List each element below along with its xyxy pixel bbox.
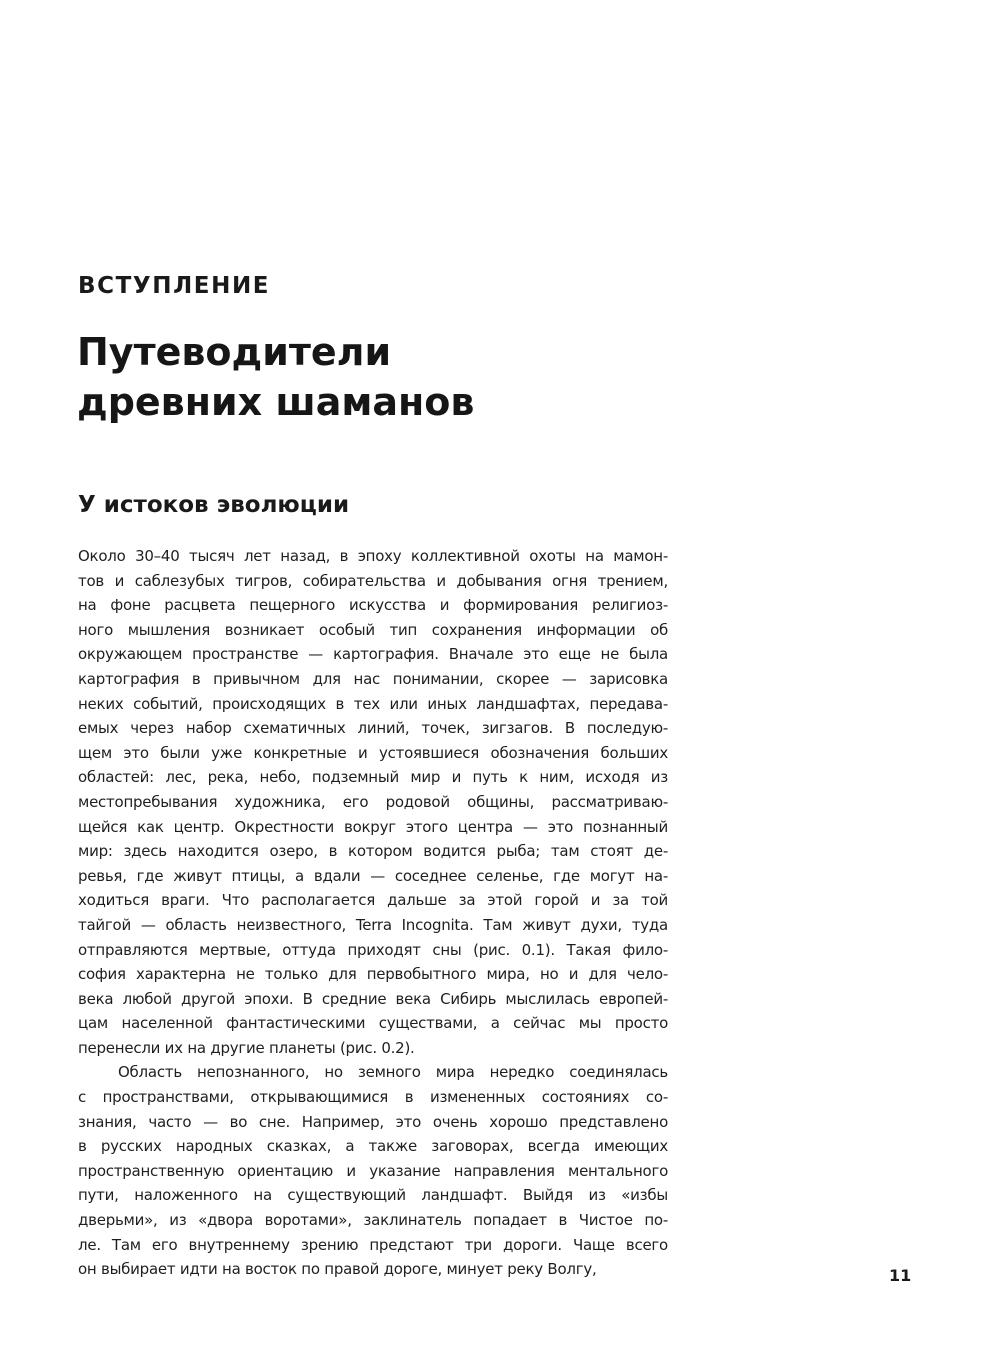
page-number: 11 (889, 1266, 912, 1285)
text-line: отправляются мертвые, оттуда приходят сны (рис. 0.1). Такая фило- (78, 940, 668, 959)
text-line: тов и саблезубых тигров, собирательства и добывания огня трением, (78, 571, 668, 590)
text-line: он выбирает идти на восток по правой дороге, минует реку Волгу, (78, 1260, 597, 1279)
text-line: пути, наложенного на существующий ландшафт. Выйдя из «избы (78, 1186, 668, 1205)
text-line: картография в привычном для нас понимании, скорее — зарисовка (78, 669, 668, 688)
text-line: века любой другой эпохи. В средние века Сибирь мыслилась европей- (78, 989, 668, 1008)
text-line: областей: лес, река, небо, подземный мир и путь к ним, исходя из (78, 768, 668, 787)
text-line: емых через набор схематичных линий, точек, зигзагов. В последую- (78, 719, 668, 738)
text-line: Около 30–40 тысяч лет назад, в эпоху коллективной охоты на мамон- (78, 547, 668, 565)
text-line: софия характерна не только для первобытного мира, но и для чело- (78, 965, 668, 984)
text-line: мир: здесь находится озеро, в котором водится рыба; там стоят де- (78, 842, 668, 861)
paragraph-2 (78, 1060, 668, 1281)
section-heading: У истоков эволюции (78, 492, 350, 518)
text-line: Область непознанного, но земного мира нередко соединялась (118, 1063, 668, 1082)
text-line: ревья, где живут птицы, а вдали — соседнее селенье, где могут на- (78, 866, 668, 885)
text-line: щейся как центр. Окрестности вокруг этого центра — это познанный (78, 817, 668, 836)
text-line: ле. Там его внутреннему зрению предстают три дороги. Чаще всего (78, 1235, 668, 1254)
text-line: щем это были уже конкретные и устоявшиеся обозначения больших (78, 743, 668, 762)
text-line: ходиться враги. Что располагается дальше за этой горой и за той (78, 891, 668, 910)
chapter-title-line-1: Путеводители (77, 330, 392, 374)
text-line: тайгой — область неизвестного, Terra Incognita. Там живут духи, туда (78, 915, 668, 934)
text-line: перенесли их на другие планеты (рис. 0.2). (78, 1038, 415, 1057)
text-line: дверьми», из «двора воротами», заклинатель попадает в Чистое по- (78, 1211, 668, 1230)
text-line: ного мышления возникает особый тип сохранения информации об (78, 620, 668, 639)
text-line: неких событий, происходящих в тех или иных ландшафтах, передава- (78, 694, 668, 713)
text-line: знания, часто — во сне. Например, это очень хорошо представлено (78, 1112, 668, 1131)
chapter-title (77, 327, 677, 427)
chapter-title-line-2: древних шаманов (77, 380, 475, 424)
body-text (78, 544, 668, 1282)
chapter-label: ВСТУПЛЕНИЕ (78, 273, 271, 299)
text-line: пространственную ориентацию и указание направления ментального (78, 1161, 668, 1180)
paragraph-1 (78, 544, 668, 1060)
text-line: окружающем пространстве — картография. Вначале это еще не была (78, 645, 668, 664)
text-line: с пространствами, открывающимися в измененных состояниях со- (78, 1088, 668, 1107)
text-line: цам населенной фантастическими существами, а сейчас мы просто (78, 1014, 668, 1033)
text-line: на фоне расцвета пещерного искусства и формирования религиоз- (78, 596, 668, 615)
text-line: в русских народных сказках, а также заговорах, всегда имеющих (78, 1137, 668, 1156)
text-line: местопребывания художника, его родовой общины, рассматриваю- (78, 792, 668, 811)
